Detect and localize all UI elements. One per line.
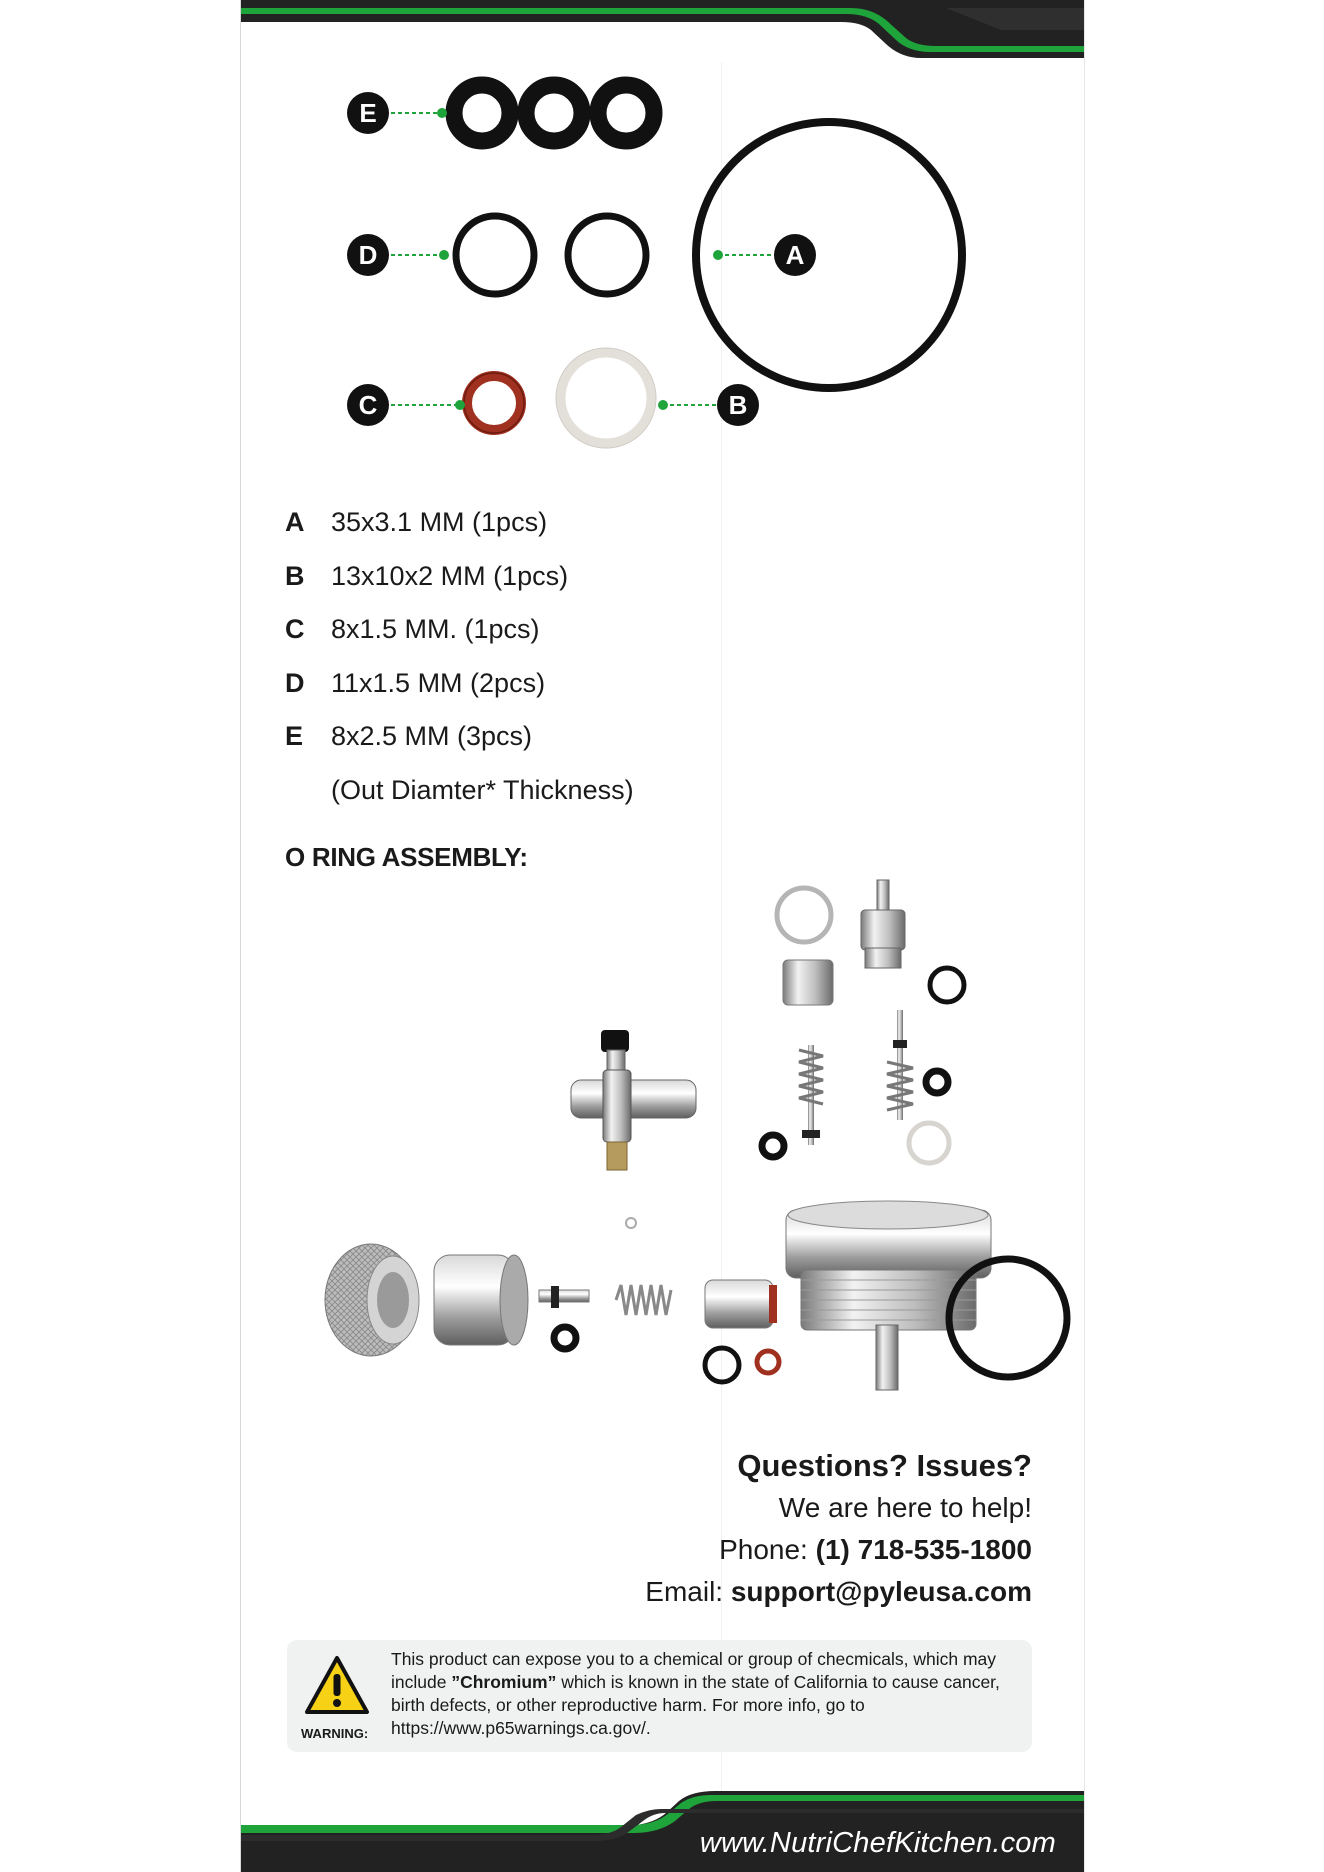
- warning-triangle-icon: [303, 1654, 371, 1716]
- keg-coupler-body: [786, 1201, 991, 1390]
- spec-text: 35x3.1 MM (1pcs): [331, 507, 548, 538]
- spec-letter: D: [285, 667, 305, 698]
- manual-page: [240, 0, 1085, 1872]
- o-ring-assembly-diagram: [281, 870, 1081, 1410]
- o-ring-d: [456, 216, 534, 294]
- spec-text: 8x1.5 MM. (1pcs): [331, 614, 540, 645]
- email-address[interactable]: support@pyleusa.com: [730, 1576, 1032, 1607]
- warning-label: WARNING:: [301, 1726, 369, 1741]
- label-d: D: [358, 240, 378, 270]
- o-ring-d: [568, 216, 646, 294]
- spec-letter: B: [285, 560, 305, 591]
- knurled-cap: [325, 1244, 419, 1356]
- label-c: C: [358, 390, 378, 420]
- spec-note: (Out Diamter* Thickness): [331, 774, 634, 805]
- spec-letter: C: [285, 614, 305, 645]
- prop65-warning-box: [287, 1640, 1032, 1752]
- o-ring-parts-diagram: [241, 62, 1084, 482]
- spec-text: 8x2.5 MM (3pcs): [331, 721, 533, 752]
- warning-text-part-1: This product can expose you to a chemical or group of checmicals, which may include: [391, 1649, 997, 1692]
- warning-text: [391, 1648, 1019, 1740]
- metal-bushing: [783, 960, 833, 1005]
- spec-row-d: [285, 657, 885, 711]
- metal-sleeve: [434, 1255, 528, 1345]
- email-line: [645, 1571, 1032, 1613]
- o-ring-e-group: [347, 85, 654, 141]
- spec-letter: E: [285, 721, 304, 752]
- support-contact: [645, 1445, 1032, 1613]
- spec-text: 13x10x2 MM (1pcs): [331, 560, 569, 591]
- spec-row-a: [285, 496, 885, 550]
- spec-text: 11x1.5 MM (2pcs): [331, 667, 546, 698]
- spec-row-b: [285, 550, 885, 604]
- o-ring-c: [467, 376, 521, 430]
- phone-label: Phone:: [719, 1534, 808, 1565]
- email-label: Email:: [645, 1576, 724, 1607]
- small-valve-stem: [539, 1286, 589, 1308]
- o-ring-e: [454, 85, 510, 141]
- o-ring-b: [561, 353, 651, 443]
- phone-number[interactable]: (1) 718-535-1800: [815, 1534, 1032, 1565]
- support-heading: Questions? Issues?: [737, 1448, 1032, 1483]
- website-url[interactable]: www.NutriChefKitchen.com: [699, 1827, 1056, 1859]
- warning-text-part-2: which is known in the state of California to cause cancer, birth defects, or other reproductive harm. For more info, go to: [391, 1672, 1000, 1715]
- o-ring-e: [598, 85, 654, 141]
- label-e: E: [359, 98, 377, 128]
- label-b: B: [728, 390, 748, 420]
- regulator-valve: [571, 1030, 696, 1170]
- spec-row-c: [285, 603, 885, 657]
- warning-url[interactable]: https://www.p65warnings.ca.gov/.: [391, 1718, 651, 1738]
- small-spring: [616, 1285, 671, 1315]
- spring-pin-2: [887, 1010, 913, 1120]
- o-ring-b-group: [556, 348, 759, 448]
- white-ring-part: [777, 888, 831, 942]
- support-subheading: We are here to help!: [778, 1492, 1032, 1523]
- o-ring-a-group: [696, 122, 962, 388]
- metal-fitting: [861, 910, 905, 950]
- small-black-ring: [930, 968, 964, 1002]
- label-a: A: [785, 240, 805, 270]
- top-brand-band: [241, 0, 1084, 62]
- o-ring-spec-list: [285, 496, 885, 817]
- assembly-title: O RING ASSEMBLY:: [285, 842, 528, 872]
- o-ring-d-group: [347, 216, 646, 294]
- spec-letter: A: [285, 507, 305, 538]
- spec-row-e: [285, 710, 885, 764]
- o-ring-c-group: [347, 373, 524, 433]
- o-ring-e: [526, 85, 582, 141]
- spring-pin-1: [799, 1045, 823, 1145]
- threaded-nipple: [705, 1280, 777, 1328]
- phone-line: [645, 1529, 1032, 1571]
- warning-chemical: ”Chromium”: [451, 1672, 557, 1692]
